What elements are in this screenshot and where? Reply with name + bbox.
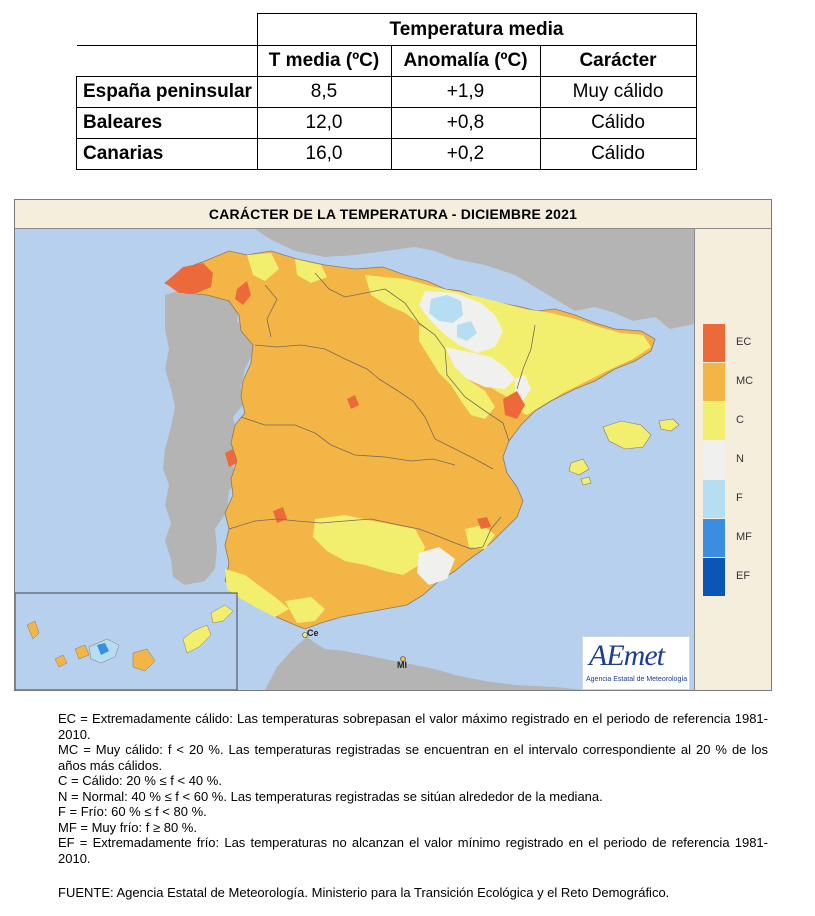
cell-t-media: 8,5 [257,77,391,108]
legend-label: MC [736,375,754,387]
cell-caracter: Cálido [540,139,696,170]
note-f: F = Frío: 60 % ≤ f < 80 %. [58,804,207,819]
source-credit: FUENTE: Agencia Estatal de Meteorología. Ministerio para la Transición Ecológica y el Reto Demográfico. [58,885,670,900]
legend-swatch [703,324,725,362]
table-row [77,108,697,139]
legend-swatch [703,519,725,557]
legend-label: C [736,414,744,426]
table-row [77,139,697,170]
temperature-character-map-panel [14,199,772,691]
row-region: Baleares [77,108,258,139]
aemet-logo-subtitle: Agencia Estatal de Meteorología [586,676,688,683]
legend-item-ec [703,324,769,362]
map-title: CARÁCTER DE LA TEMPERATURA - DICIEMBRE 2021 [15,200,771,229]
column-header-anomalia: Anomalía (ºC) [391,46,540,77]
note-mf: MF = Muy frío: f ≥ 80 %. [58,819,197,835]
cell-t-media: 12,0 [257,108,391,139]
cell-caracter: Muy cálido [540,77,696,108]
note-c: C = Cálido: 20 % ≤ f < 40 %. [58,773,222,788]
column-header-t-media: T media (ºC) [257,46,391,77]
legend-item-c [703,402,769,440]
table-corner [77,46,258,77]
note-mc: MC = Muy cálido: f < 20 %. Las temperaturas registradas se encuentran en el intervalo correspondiente al 20 % de los años más cálidos. [58,742,768,773]
legend-label: EF [736,570,751,582]
legend-label: MF [736,531,752,543]
aemet-logo [582,636,690,690]
cell-t-media: 16,0 [257,139,391,170]
legend-item-mc [703,363,769,401]
cell-caracter: Cálido [540,108,696,139]
legend-swatch [703,363,725,401]
row-region: España peninsular [77,77,258,108]
table-group-header: Temperatura media [257,14,696,46]
legend-label: N [736,453,744,465]
legend-item-mf [703,519,769,557]
temperature-summary-table [76,13,697,170]
note-ec: EC = Extremadamente cálido: Las temperaturas sobrepasan el valor máximo registrado en el periodo de referencia 1981-2010. [58,711,768,742]
note-n: N = Normal: 40 % ≤ f < 60 %. Las temperaturas registradas se sitúan alrededor de la mediana. [58,788,603,804]
column-header-caracter: Carácter [540,46,696,77]
temperature-character-map [15,229,694,690]
legend-item-ef [703,558,769,596]
legend-swatch [703,402,725,440]
legend-item-n [703,441,769,479]
legend-label: F [736,492,743,504]
cell-anomalia: +0,8 [391,108,540,139]
note-ef: EF = Extremadamente frío: Las temperaturas no alcanzan el valor mínimo registrado en el periodo de referencia 1981-2010. [58,835,768,866]
legend-label: EC [736,336,752,348]
legend-item-f [703,480,769,518]
map-legend [694,229,772,690]
legend-swatch [703,558,725,596]
legend-swatch [703,480,725,518]
aemet-logo-word: AEmet [589,639,664,672]
table-corner [77,14,258,46]
legend-definitions [58,711,768,866]
table-row [77,77,697,108]
ceuta-label: Ce [307,628,319,638]
legend-swatch [703,441,725,479]
cell-anomalia: +1,9 [391,77,540,108]
row-region: Canarias [77,139,258,170]
cell-anomalia: +0,2 [391,139,540,170]
melilla-label: Ml [397,660,407,670]
